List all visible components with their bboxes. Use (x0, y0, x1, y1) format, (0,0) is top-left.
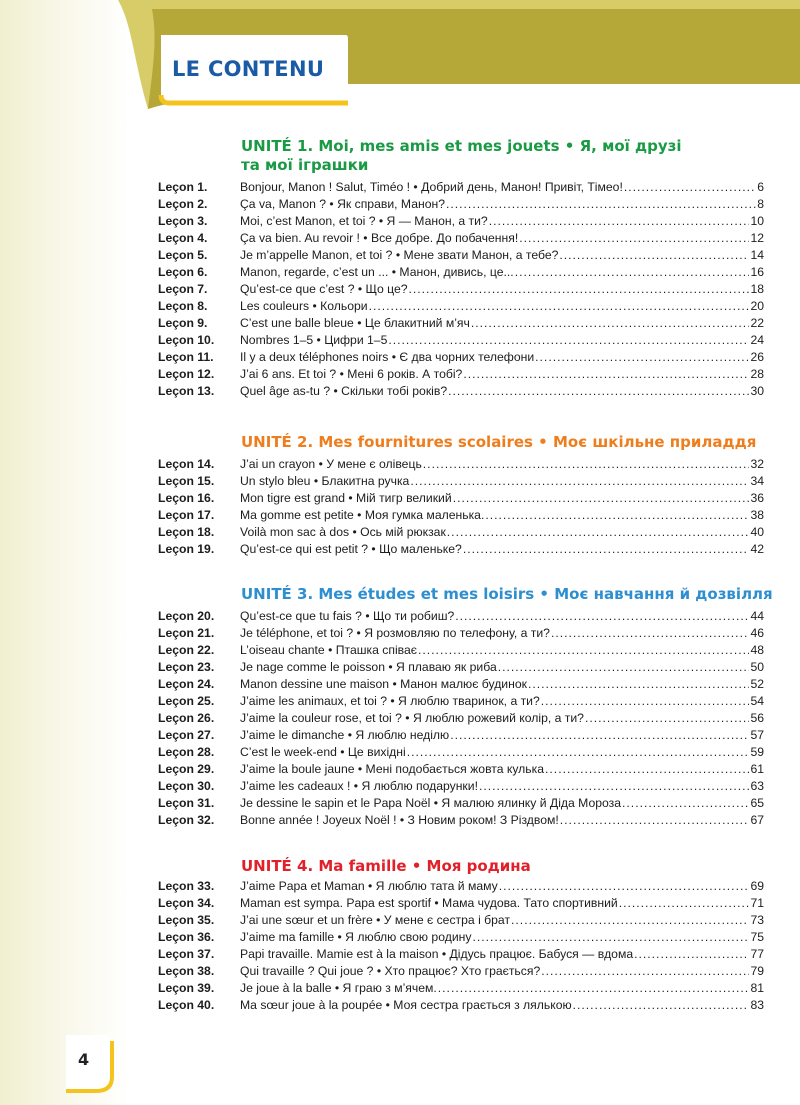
lesson-row[interactable] (158, 349, 764, 366)
leader-dots (463, 366, 749, 383)
lesson-row[interactable] (158, 473, 764, 490)
lesson-page: 24 (750, 332, 764, 347)
lesson-row[interactable] (158, 332, 764, 349)
lesson-page: 50 (750, 659, 764, 674)
page-number: 4 (78, 1050, 90, 1069)
lesson-row[interactable] (158, 997, 764, 1014)
lesson-page: 69 (750, 878, 764, 893)
header-band (0, 0, 800, 120)
leader-dots (541, 963, 749, 980)
lesson-label: Leçon 18. (158, 524, 215, 539)
lesson-row[interactable] (158, 196, 764, 213)
lesson-label: Leçon 11. (158, 349, 214, 364)
unit-2-title: UNITÉ 2. Mes fournitures scolaires • Моє шкільне приладдя (241, 433, 757, 451)
lesson-row[interactable] (158, 878, 764, 895)
lesson-label: Leçon 36. (158, 929, 215, 944)
leader-dots (463, 541, 750, 558)
lesson-label: Leçon 20. (158, 608, 215, 623)
leader-dots (410, 473, 749, 490)
lesson-row[interactable] (158, 366, 764, 383)
lesson-page: 26 (750, 349, 764, 364)
lesson-label: Leçon 30. (158, 778, 215, 793)
lesson-title: J’aime la couleur rose, et toi ? • Я люблю рожевий колір, а ти? (240, 710, 584, 725)
leader-dots (519, 230, 749, 247)
lesson-label: Leçon 8. (158, 298, 208, 313)
lesson-page: 46 (750, 625, 764, 640)
leader-dots (479, 778, 749, 795)
lesson-title: Quel âge as-tu ? • Скільки тобі років? (240, 383, 448, 398)
lesson-title: Voilà mon sac à dos • Ось мій рюкзак (240, 524, 446, 539)
lesson-label: Leçon 17. (158, 507, 215, 522)
lesson-page: 59 (750, 744, 764, 759)
lesson-title: J’aime Papa et Maman • Я люблю тата й маму (240, 878, 498, 893)
lesson-label: Leçon 19. (158, 541, 215, 556)
leader-dots (498, 659, 750, 676)
leader-dots (624, 179, 756, 196)
lesson-title: Bonjour, Manon ! Salut, Timéo ! • Добрий день, Манон! Привіт, Тімео! (240, 179, 623, 194)
lesson-title: C’est une balle bleue • Це блакитний м’яч (240, 315, 470, 330)
lesson-title: Qu’est-ce que tu fais ? • Що ти робиш? (240, 608, 455, 623)
lesson-page: 12 (750, 230, 764, 245)
leader-dots (559, 247, 749, 264)
lesson-title: Manon, regarde, c’est un ... • Манон, дивись, це... (240, 264, 514, 279)
leader-dots (450, 727, 749, 744)
lesson-row[interactable] (158, 744, 764, 761)
lesson-label: Leçon 40. (158, 997, 215, 1012)
lesson-page: 75 (750, 929, 764, 944)
lesson-row[interactable] (158, 795, 764, 812)
lesson-row[interactable] (158, 912, 764, 929)
lesson-page: 63 (750, 778, 764, 793)
unit-4-title: UNITÉ 4. Ma famille • Моя родина (241, 857, 531, 875)
lesson-title: J’aime la boule jaune • Мені подобається жовта кулька (240, 761, 545, 776)
lesson-title: Qu’est-ce qui est petit ? • Що маленьке? (240, 541, 462, 556)
lesson-row[interactable] (158, 659, 764, 676)
leader-dots (423, 456, 750, 473)
lesson-title: J’ai un crayon • У мене є олівець (240, 456, 422, 471)
leader-dots (619, 895, 750, 912)
lesson-row[interactable] (158, 761, 764, 778)
lesson-page: 28 (750, 366, 764, 381)
lesson-title: Je téléphone, et toi ? • Я розмовляю по телефону, а ти? (240, 625, 550, 640)
lesson-row[interactable] (158, 490, 764, 507)
leader-dots (447, 524, 750, 541)
lesson-label: Leçon 31. (158, 795, 215, 810)
lesson-title: Nombres 1–5 • Цифри 1–5 (240, 332, 388, 347)
lesson-label: Leçon 26. (158, 710, 215, 725)
lesson-row[interactable] (158, 642, 764, 659)
lesson-title: J’aime les cadeaux ! • Я люблю подарунки! (240, 778, 478, 793)
lesson-row[interactable] (158, 281, 764, 298)
leader-dots (551, 625, 749, 642)
unit-1-title-line-1: UNITÉ 1. Moi, mes amis et mes jouets • Я, мої друзі (241, 137, 682, 155)
page-number-tab (66, 1033, 114, 1099)
leader-dots (446, 196, 756, 213)
lesson-label: Leçon 16. (158, 490, 215, 505)
lesson-row[interactable] (158, 213, 764, 230)
lesson-row[interactable] (158, 383, 764, 400)
leader-dots (455, 608, 749, 625)
unit-3-title: UNITÉ 3. Mes études et mes loisirs • Моє навчання й дозвілля (241, 585, 773, 603)
lesson-page: 32 (750, 456, 764, 471)
lesson-page: 34 (750, 473, 764, 488)
lesson-page: 8 (757, 196, 764, 211)
leader-dots (453, 490, 750, 507)
lesson-title: Je nage comme le poisson • Я плаваю як риба (240, 659, 497, 674)
leader-dots (535, 349, 749, 366)
lesson-page: 44 (750, 608, 764, 623)
lesson-page: 57 (750, 727, 764, 742)
lesson-label: Leçon 28. (158, 744, 215, 759)
lesson-label: Leçon 2. (158, 196, 208, 211)
leader-dots (560, 812, 750, 829)
lesson-page: 40 (750, 524, 764, 539)
lesson-title: Je dessine le sapin et le Papa Noël • Я малюю ялинку й Діда Мороза (240, 795, 622, 810)
lesson-title: Les couleurs • Кольори (240, 298, 368, 313)
lesson-title: J’aime le dimanche • Я люблю неділю (240, 727, 450, 742)
lesson-title: Maman est sympa. Papa est sportif • Мама чудова. Тато спортивний (240, 895, 618, 910)
lesson-label: Leçon 39. (158, 980, 215, 995)
lesson-label: Leçon 27. (158, 727, 215, 742)
leader-dots (545, 761, 749, 778)
lesson-label: Leçon 38. (158, 963, 215, 978)
lesson-title: J’aime les animaux, et toi ? • Я люблю тваринок, а ти? (240, 693, 540, 708)
leader-dots (485, 507, 749, 524)
lesson-page: 20 (750, 298, 764, 313)
lesson-label: Leçon 32. (158, 812, 215, 827)
lesson-label: Leçon 13. (158, 383, 215, 398)
leader-dots (369, 298, 750, 315)
lesson-title: Qui travaille ? Qui joue ? • Хто працює? Хто грається? (240, 963, 541, 978)
lesson-row[interactable] (158, 298, 764, 315)
leader-dots (634, 946, 749, 963)
lesson-row[interactable] (158, 625, 764, 642)
lesson-page: 61 (750, 761, 764, 776)
lesson-page: 38 (750, 507, 764, 522)
lesson-page: 77 (750, 946, 764, 961)
lesson-page: 10 (750, 213, 764, 228)
lesson-title: Un stylo bleu • Блакитна ручка (240, 473, 410, 488)
lesson-row[interactable] (158, 524, 764, 541)
lesson-label: Leçon 1. (158, 179, 208, 194)
lesson-row[interactable] (158, 963, 764, 980)
lesson-row[interactable] (158, 895, 764, 912)
lesson-page: 52 (750, 676, 764, 691)
lesson-row[interactable] (158, 727, 764, 744)
lesson-title: Ça va, Manon ? • Як справи, Манон? (240, 196, 445, 211)
leader-dots (515, 264, 750, 281)
lesson-page: 42 (750, 541, 764, 556)
leader-dots (541, 693, 750, 710)
lesson-title: Ma gomme est petite • Моя гумка маленька. (240, 507, 485, 522)
lesson-label: Leçon 34. (158, 895, 215, 910)
lesson-row[interactable] (158, 507, 764, 524)
lesson-label: Leçon 23. (158, 659, 215, 674)
lesson-row[interactable] (158, 315, 764, 332)
lesson-row[interactable] (158, 608, 764, 625)
leader-dots (528, 676, 749, 693)
lesson-label: Leçon 14. (158, 456, 215, 471)
lesson-page: 65 (750, 795, 764, 810)
lesson-row[interactable] (158, 778, 764, 795)
lesson-page: 73 (750, 912, 764, 927)
lesson-row[interactable] (158, 693, 764, 710)
lesson-label: Leçon 9. (158, 315, 208, 330)
leader-dots (585, 710, 749, 727)
page-title: LE CONTENU (172, 57, 325, 81)
leader-dots (573, 997, 750, 1014)
lesson-page: 36 (750, 490, 764, 505)
lesson-row[interactable] (158, 541, 764, 558)
lesson-label: Leçon 3. (158, 213, 208, 228)
lesson-label: Leçon 25. (158, 693, 215, 708)
lesson-page: 22 (750, 315, 764, 330)
lesson-row[interactable] (158, 929, 764, 946)
lesson-page: 71 (750, 895, 764, 910)
unit-1-title-line-2: та мої іграшки (241, 156, 369, 174)
leader-dots (407, 744, 750, 761)
leader-dots (418, 642, 749, 659)
lesson-title: J’ai 6 ans. Et toi ? • Мені 6 років. А тобі? (240, 366, 463, 381)
leader-dots (499, 878, 750, 895)
lesson-title: Il y a deux téléphones noirs • Є два чорних телефони (240, 349, 535, 364)
leader-dots (388, 332, 749, 349)
lesson-page: 79 (750, 963, 764, 978)
lesson-label: Leçon 15. (158, 473, 215, 488)
lesson-label: Leçon 22. (158, 642, 215, 657)
lesson-label: Leçon 35. (158, 912, 215, 927)
lesson-label: Leçon 10. (158, 332, 215, 347)
lesson-page: 81 (750, 980, 764, 995)
lesson-page: 14 (750, 247, 764, 262)
leader-dots (489, 213, 750, 230)
lesson-label: Leçon 5. (158, 247, 208, 262)
lesson-label: Leçon 29. (158, 761, 215, 776)
unit-1-title (241, 137, 682, 175)
lesson-title: C’est le week-end • Це вихідні (240, 744, 406, 759)
lesson-page: 48 (750, 642, 764, 657)
lesson-title: Je m’appelle Manon, et toi ? • Мене звати Манон, а тебе? (240, 247, 559, 262)
lesson-page: 16 (750, 264, 764, 279)
lesson-title: Papi travaille. Mamie est à la maison • Дідусь працює. Бабуся — вдома (240, 946, 634, 961)
lesson-row[interactable] (158, 230, 764, 247)
leader-dots (438, 980, 750, 997)
lesson-row[interactable] (158, 456, 764, 473)
leader-dots (471, 315, 750, 332)
leader-dots (622, 795, 749, 812)
lesson-row[interactable] (158, 946, 764, 963)
lesson-title: Ça va bien. Au revoir ! • Все добре. До побачення! (240, 230, 519, 245)
lesson-title: J’ai une sœur et un frère • У мене є сестра і брат (240, 912, 511, 927)
lesson-row[interactable] (158, 247, 764, 264)
lesson-label: Leçon 24. (158, 676, 215, 691)
leader-dots (409, 281, 750, 298)
lesson-label: Leçon 4. (158, 230, 208, 245)
leader-dots (448, 383, 749, 400)
leader-dots (511, 912, 749, 929)
lesson-page: 54 (750, 693, 764, 708)
lesson-label: Leçon 21. (158, 625, 215, 640)
lesson-title: J’aime ma famille • Я люблю свою родину (240, 929, 472, 944)
lesson-page: 6 (757, 179, 764, 194)
leader-dots (472, 929, 749, 946)
lesson-page: 83 (750, 997, 764, 1012)
lesson-row[interactable] (158, 264, 764, 281)
lesson-title: Je joue à la balle • Я граю з м’ячем. (240, 980, 437, 995)
lesson-title: Ma sœur joue à la poupée • Моя сестра грається з лялькою (240, 997, 572, 1012)
lesson-label: Leçon 37. (158, 946, 215, 961)
lesson-page: 56 (750, 710, 764, 725)
lesson-label: Leçon 33. (158, 878, 215, 893)
lesson-label: Leçon 7. (158, 281, 208, 296)
lesson-title: Mon tigre est grand • Мій тигр великий (240, 490, 452, 505)
lesson-title: Manon dessine une maison • Манон малює будинок (240, 676, 527, 691)
lesson-page: 18 (750, 281, 764, 296)
lesson-page: 30 (750, 383, 764, 398)
lesson-title: Moi, c’est Manon, et toi ? • Я — Манон, а ти? (240, 213, 488, 228)
lesson-label: Leçon 6. (158, 264, 208, 279)
lesson-row[interactable] (158, 812, 764, 829)
lesson-title: Qu’est-ce que c’est ? • Що це? (240, 281, 408, 296)
lesson-row[interactable] (158, 179, 764, 196)
lesson-row[interactable] (158, 676, 764, 693)
lesson-title: Bonne année ! Joyeux Noël ! • З Новим роком! З Різдвом! (240, 812, 559, 827)
lesson-title: L’oiseau chante • Пташка співає (240, 642, 418, 657)
lesson-page: 67 (750, 812, 764, 827)
lesson-row[interactable] (158, 710, 764, 727)
lesson-label: Leçon 12. (158, 366, 215, 381)
lesson-row[interactable] (158, 980, 764, 997)
